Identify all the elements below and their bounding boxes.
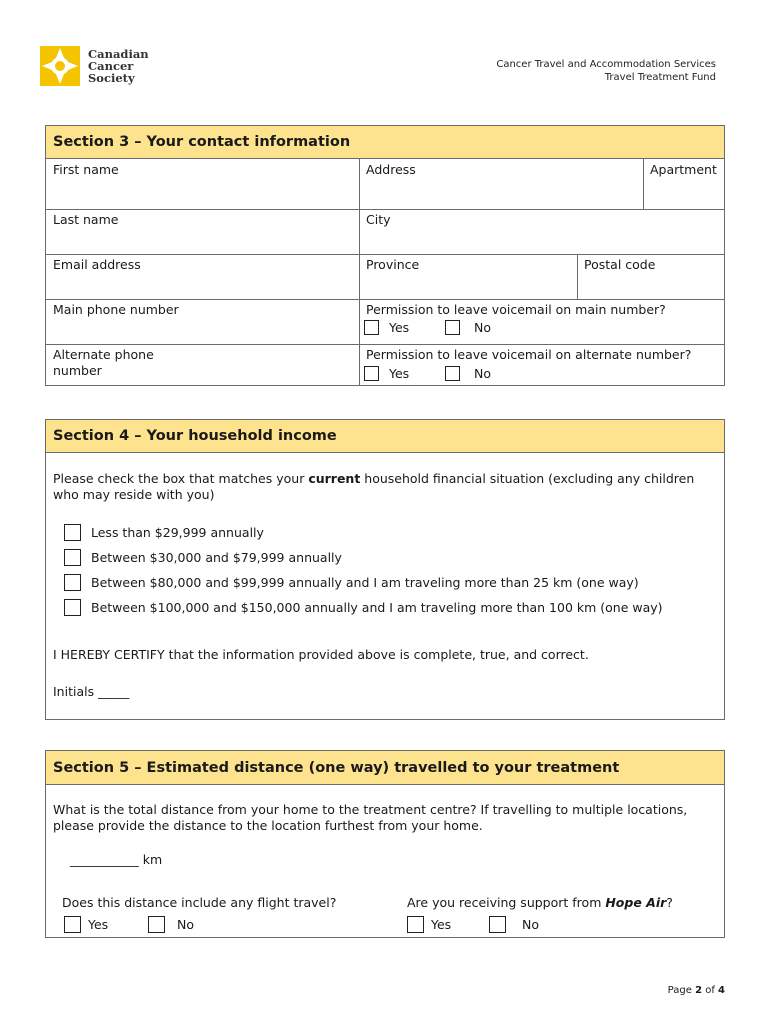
- distance-question: What is the total distance from your home to the treatment centre? If travelling to multiple locations, please provide the distance to the location furthest from your home.: [53, 802, 688, 833]
- canadian-cancer-society-logo: [40, 46, 150, 88]
- income-option-1[interactable]: [64, 524, 264, 541]
- postal-code-field[interactable]: Postal code: [584, 257, 656, 272]
- no-label: No: [474, 320, 491, 335]
- province-field[interactable]: Province: [366, 257, 420, 272]
- section-5-title: Section 5 – Estimated distance (one way) travelled to your treatment: [46, 751, 724, 785]
- checkbox[interactable]: [64, 549, 81, 566]
- page-total: 4: [718, 985, 725, 996]
- instruction-text-rest: household financial situation (excluding any children who may reside with you): [53, 471, 695, 502]
- instruction-emphasis: current: [308, 471, 361, 486]
- hope-air-name: Hope Air: [605, 895, 667, 910]
- program-line-2: Travel Treatment Fund: [604, 72, 716, 83]
- yes-label: Yes: [88, 917, 109, 932]
- page-current: 2: [695, 985, 703, 996]
- option-label: Between $100,000 and $150,000 annually and I am traveling more than 100 km (one way): [91, 600, 663, 615]
- hope-air-qmark: ?: [666, 895, 673, 910]
- certification-statement: I HEREBY CERTIFY that the information provided above is complete, true, and correct.: [53, 647, 589, 662]
- income-option-2[interactable]: [64, 549, 342, 566]
- page-of: of: [702, 985, 719, 996]
- section-3-title: Section 3 – Your contact information: [46, 126, 724, 159]
- flight-no[interactable]: [148, 916, 194, 933]
- checkbox[interactable]: [148, 916, 165, 933]
- yes-label: Yes: [431, 917, 452, 932]
- city-field[interactable]: City: [366, 212, 391, 227]
- daffodil-icon: [40, 46, 80, 86]
- first-name-field[interactable]: First name: [53, 162, 119, 177]
- page-prefix: Page: [667, 985, 696, 996]
- org-name-line-1: Canadian: [88, 47, 149, 61]
- yes-label: Yes: [389, 320, 410, 335]
- income-option-3[interactable]: [64, 574, 639, 591]
- instruction-text: Please check the box that matches your: [53, 471, 309, 486]
- voicemail-alt-yes[interactable]: [364, 366, 409, 381]
- flight-question: Does this distance include any flight travel?: [62, 895, 337, 910]
- checkbox[interactable]: [64, 524, 81, 541]
- section-3-contact-info: [45, 125, 725, 386]
- flight-yes[interactable]: [64, 916, 108, 933]
- org-name: [88, 48, 149, 84]
- alt-phone-field[interactable]: Alternate phone number: [53, 347, 154, 378]
- address-field[interactable]: Address: [366, 162, 416, 177]
- main-phone-field[interactable]: Main phone number: [53, 302, 179, 317]
- hope-air-yes[interactable]: [407, 916, 451, 933]
- voicemail-main-no[interactable]: [445, 320, 491, 335]
- section-4-title: Section 4 – Your household income: [46, 420, 724, 453]
- checkbox[interactable]: [407, 916, 424, 933]
- no-label: No: [177, 917, 194, 932]
- checkbox[interactable]: [445, 320, 460, 335]
- checkbox[interactable]: [64, 599, 81, 616]
- apartment-field[interactable]: Apartment: [650, 162, 717, 177]
- voicemail-alt-no[interactable]: [445, 366, 491, 381]
- income-option-4[interactable]: [64, 599, 663, 616]
- checkbox[interactable]: [445, 366, 460, 381]
- option-label: Between $80,000 and $99,999 annually and I am traveling more than 25 km (one way): [91, 575, 639, 590]
- voicemail-main-question: Permission to leave voicemail on main number?: [366, 302, 666, 317]
- hope-air-text: Are you receiving support from: [407, 895, 606, 910]
- yes-label: Yes: [389, 366, 410, 381]
- checkbox[interactable]: [489, 916, 506, 933]
- program-title: [496, 58, 716, 84]
- hope-air-no[interactable]: [489, 916, 539, 933]
- email-field[interactable]: Email address: [53, 257, 141, 272]
- no-label: No: [522, 917, 539, 932]
- page-number: [668, 985, 725, 996]
- distance-km-field[interactable]: ___________ km: [70, 852, 163, 867]
- option-label: Less than $29,999 annually: [91, 525, 264, 540]
- checkbox[interactable]: [64, 574, 81, 591]
- voicemail-alt-question: Permission to leave voicemail on alternate number?: [366, 347, 692, 362]
- option-label: Between $30,000 and $79,999 annually: [91, 550, 342, 565]
- org-name-line-3: Society: [88, 71, 135, 85]
- section-4-household-income: [45, 419, 725, 720]
- no-label: No: [474, 366, 491, 381]
- checkbox[interactable]: [64, 916, 81, 933]
- hope-air-question: [407, 895, 673, 911]
- org-name-line-2: Cancer: [88, 59, 134, 73]
- last-name-field[interactable]: Last name: [53, 212, 119, 227]
- program-line-1: Cancer Travel and Accommodation Services: [496, 59, 716, 70]
- income-instruction: [53, 471, 713, 503]
- section-5-distance: [45, 750, 725, 938]
- initials-field[interactable]: Initials _____: [53, 684, 130, 699]
- checkbox[interactable]: [364, 366, 379, 381]
- checkbox[interactable]: [364, 320, 379, 335]
- voicemail-main-yes[interactable]: [364, 320, 409, 335]
